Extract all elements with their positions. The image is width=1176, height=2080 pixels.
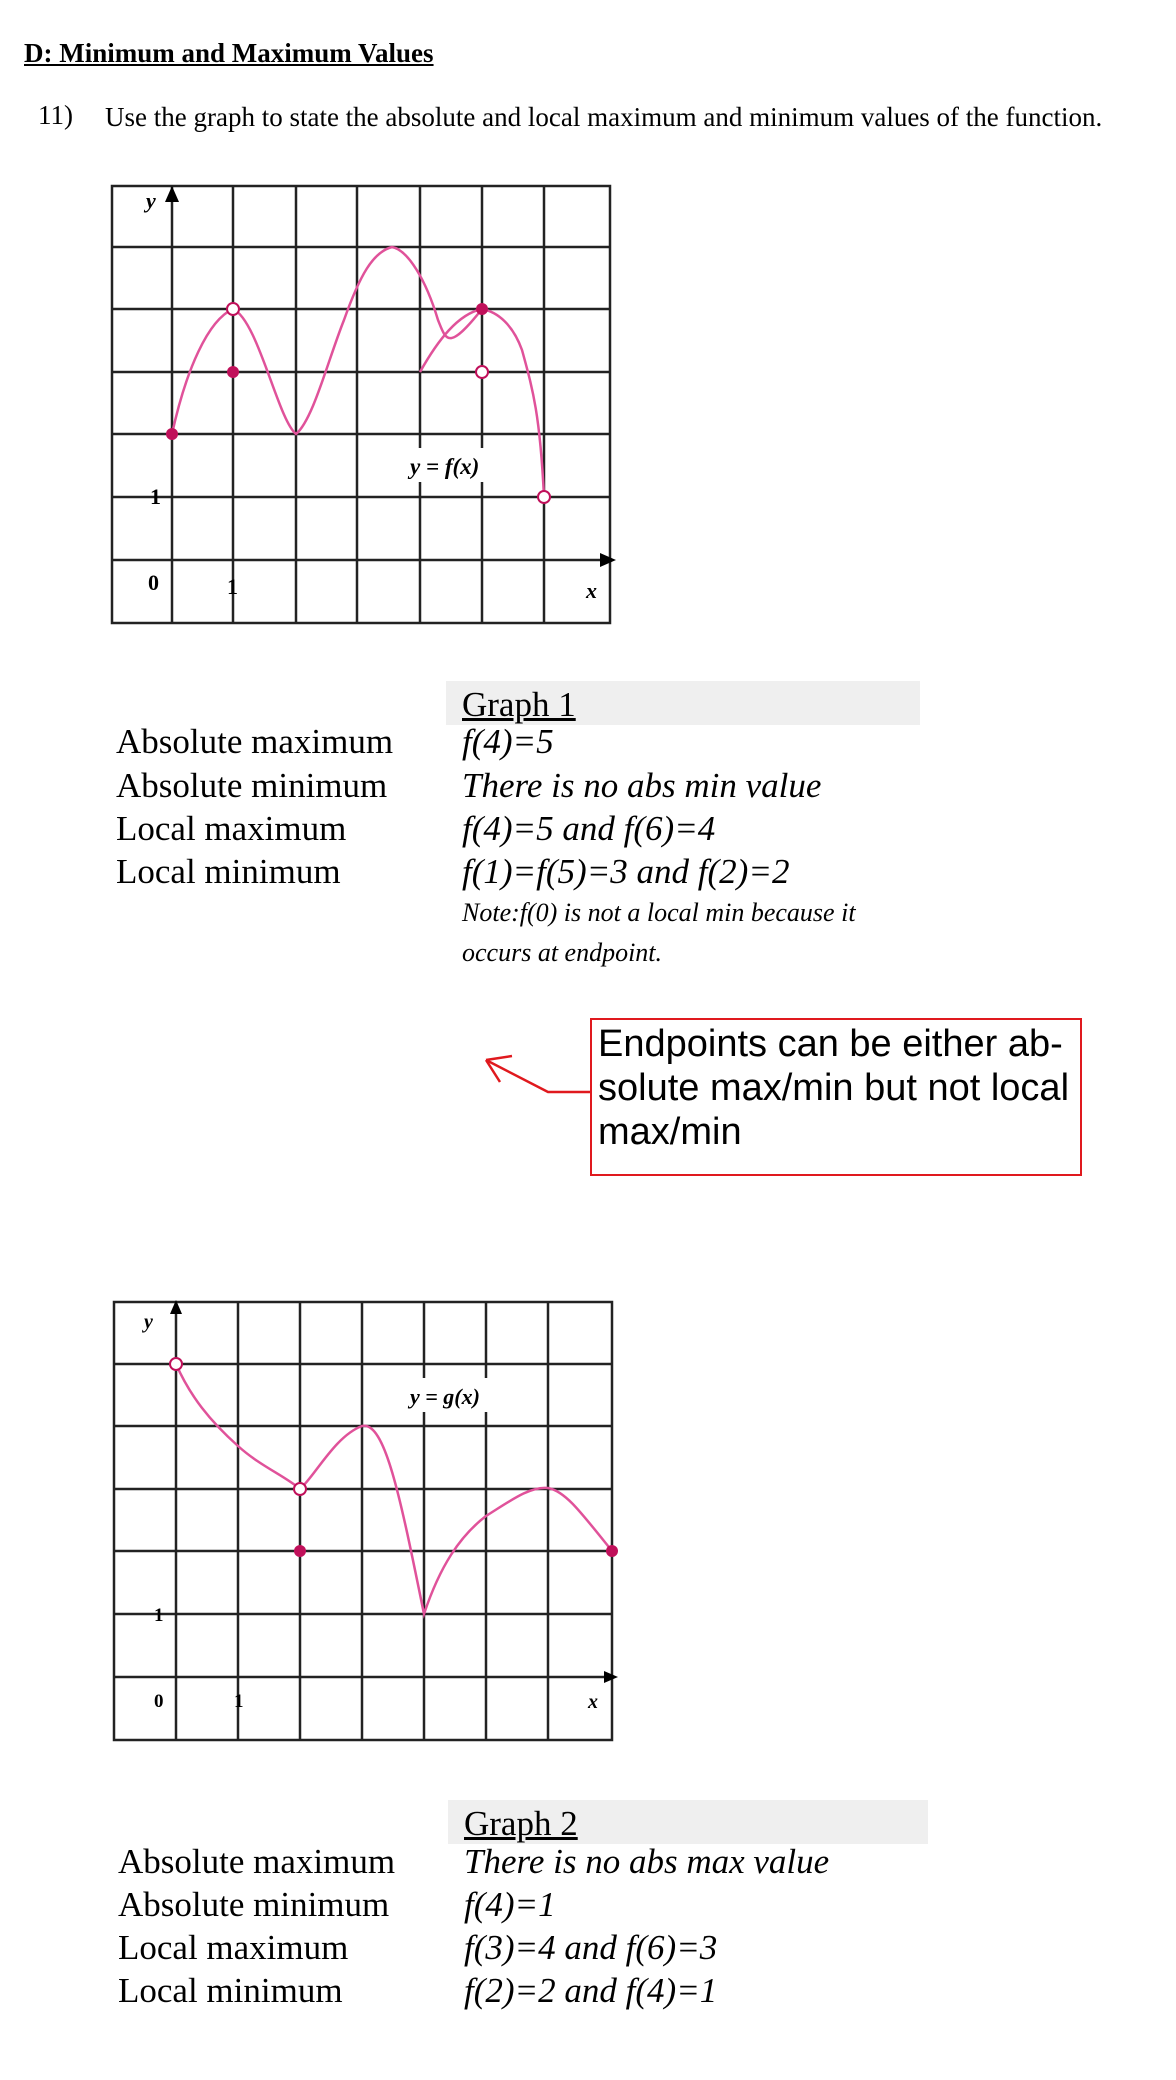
answer-1-note-line-2: occurs at endpoint. — [462, 938, 663, 967]
answer-1-value-local-max: f(4)=5 and f(6)=4 — [462, 809, 716, 848]
callout-text: Endpoints can be either ab-solute max/min but not local max/min — [598, 1023, 1070, 1153]
graph-2-heading: Graph 2 — [464, 1804, 578, 1843]
graph-1-point-filled — [227, 366, 239, 378]
answer-1-value-local-min: f(1)=f(5)=3 and f(2)=2 — [462, 852, 790, 891]
graph-1-point-open-6 — [476, 366, 488, 378]
graph-2-y-axis-label: y — [144, 1311, 153, 1333]
graph-2-function-label: y = g(x) — [410, 1384, 480, 1409]
graph-2-point-open-start — [170, 1358, 182, 1370]
graph-1-x-axis-label: x — [586, 578, 597, 603]
answer-1-label-abs-min: Absolute minimum — [116, 766, 388, 805]
answer-1-value-abs-min: There is no abs min value — [462, 766, 822, 805]
question-text: Use the graph to state the absolute and local maximum and minimum values of the function. — [105, 102, 1103, 132]
x-axis-arrow-icon — [600, 553, 616, 567]
graph-1-point-filled-start — [166, 428, 178, 440]
question-number: 11) — [38, 100, 73, 130]
answer-1-note-line-1: Note:f(0) is not a local min because it — [462, 898, 856, 927]
graph-2-y-tick-label: 1 — [154, 1605, 164, 1626]
graph-1-heading: Graph 1 — [462, 685, 576, 724]
graph-2-x-tick-label: 1 — [234, 1691, 244, 1712]
answer-2-label-abs-max: Absolute maximum — [118, 1842, 396, 1881]
answer-2-value-local-max: f(3)=4 and f(6)=3 — [464, 1928, 718, 1967]
graph-2-heading-bar — [448, 1800, 928, 1844]
graph-1-point-open-end — [538, 491, 550, 503]
y-axis-arrow-icon — [165, 186, 179, 202]
graph-2-grid — [114, 1302, 612, 1740]
graph-1-y-tick-label: 1 — [150, 484, 161, 509]
graph-2 — [110, 1296, 620, 1746]
graph-2-origin-label: 0 — [154, 1691, 164, 1712]
graph-1-point-open — [227, 303, 239, 315]
answer-2-label-local-min: Local minimum — [118, 1971, 343, 2010]
graph-1-y-axis-label: y — [146, 188, 156, 213]
graph-2-point-filled — [294, 1545, 306, 1557]
graph-2-x-axis-label: x — [588, 1691, 598, 1713]
section-title: D: Minimum and Maximum Values — [24, 38, 434, 68]
callout-arrow-icon — [480, 1050, 595, 1110]
graph-1 — [108, 180, 618, 630]
answer-1-label-local-min: Local minimum — [116, 852, 341, 891]
callout-box — [590, 1018, 1082, 1176]
graph-1-function-label: y = f(x) — [410, 454, 480, 479]
answer-2-value-abs-min: f(4)=1 — [464, 1885, 556, 1924]
answer-1-label-abs-max: Absolute maximum — [116, 722, 394, 761]
graph-1-x-tick-label: 1 — [227, 574, 238, 599]
graph-1-heading-bar — [446, 681, 920, 725]
answer-2-value-abs-max: There is no abs max value — [464, 1842, 830, 1881]
answer-2-label-local-max: Local maximum — [118, 1928, 349, 1967]
answer-1-value-abs-max: f(4)=5 — [462, 722, 554, 761]
graph-1-origin-label: 0 — [148, 570, 159, 595]
answer-1-label-local-max: Local maximum — [116, 809, 347, 848]
graph-2-point-open — [294, 1483, 306, 1495]
answer-2-value-local-min: f(2)=2 and f(4)=1 — [464, 1971, 718, 2010]
graph-2-point-filled-end — [606, 1545, 618, 1557]
answer-2-label-abs-min: Absolute minimum — [118, 1885, 390, 1924]
graph-1-point-filled-6 — [476, 303, 488, 315]
